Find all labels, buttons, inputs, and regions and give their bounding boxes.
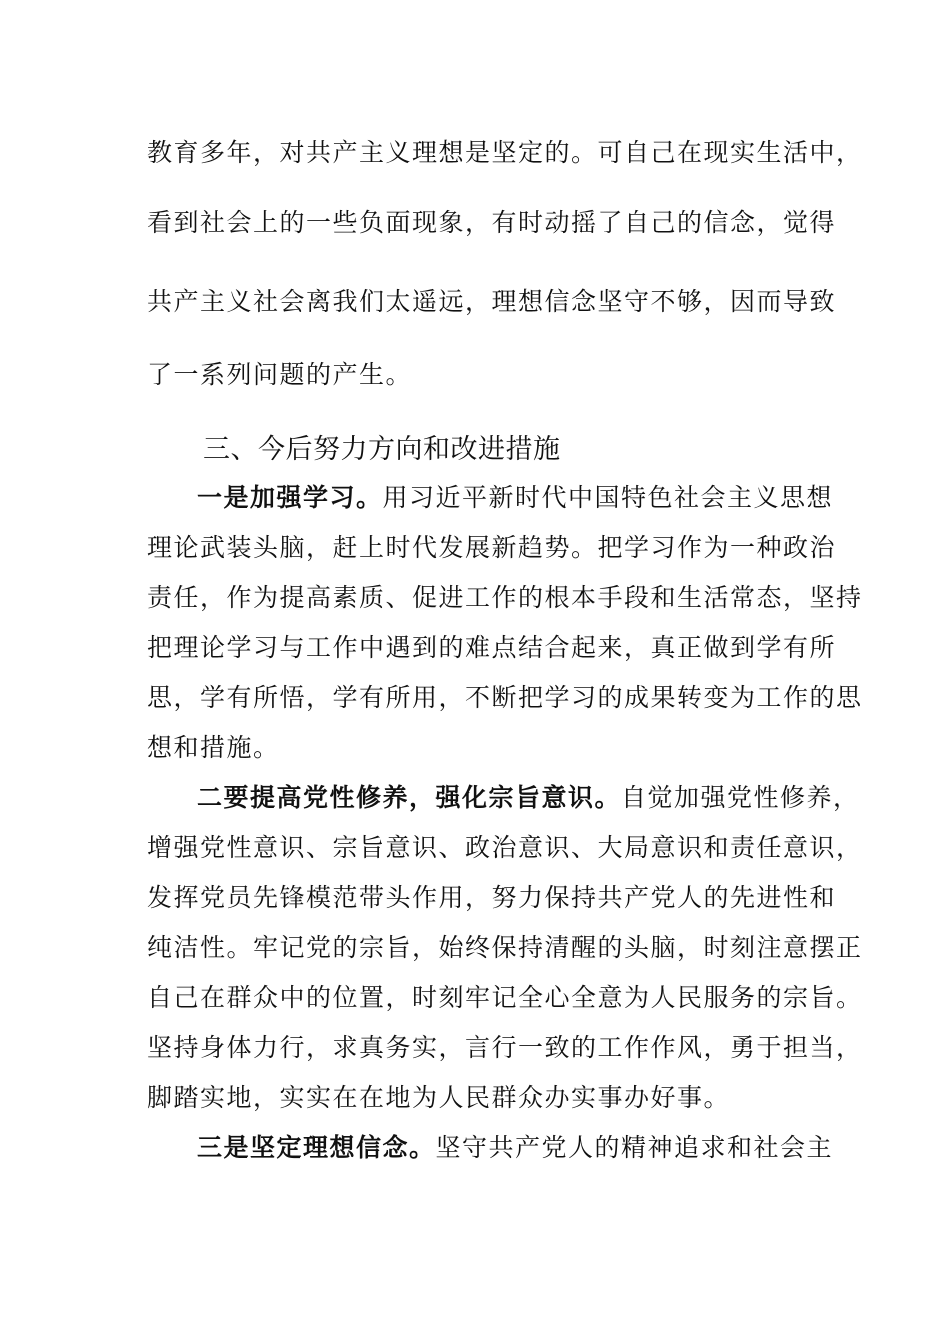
paragraph-line: 共产主义社会离我们太遥远，理想信念坚守不够，因而导致 xyxy=(147,287,837,316)
paragraph-line: 自己在群众中的位置，时刻牢记全心全意为人民服务的宗旨。 xyxy=(147,983,863,1012)
paragraph-line: 思，学有所悟，学有所用，不断把学习的成果转变为工作的思 xyxy=(147,683,863,712)
item2-first-line-text: 自觉加强党性修养， xyxy=(621,783,860,812)
item2-first-line xyxy=(197,781,877,815)
item1-first-line-text: 用习近平新时代中国特色社会主义思想 xyxy=(382,483,834,512)
item3-lead: 三是坚定理想信念。 xyxy=(197,1133,436,1162)
item2-lead: 二要提高党性修养，强化宗旨意识。 xyxy=(197,783,622,812)
paragraph-line: 坚持身体力行，求真务实，言行一致的工作作风，勇于担当， xyxy=(147,1033,863,1062)
paragraph-line: 脚踏实地，实实在在地为人民群众办实事办好事。 xyxy=(147,1083,731,1112)
item3-first-line-text: 坚守共产党人的精神追求和社会主 xyxy=(435,1133,834,1162)
section-heading: 三、今后努力方向和改进措施 xyxy=(203,434,561,465)
paragraph-line: 把理论学习与工作中遇到的难点结合起来，真正做到学有所 xyxy=(147,633,837,662)
paragraph-line: 增强党性意识、宗旨意识、政治意识、大局意识和责任意识， xyxy=(147,833,863,862)
paragraph-line: 看到社会上的一些负面现象，有时动摇了自己的信念，觉得 xyxy=(147,208,837,237)
paragraph-line: 发挥党员先锋模范带头作用，努力保持共产党人的先进性和 xyxy=(147,883,837,912)
item3-first-line xyxy=(197,1131,877,1165)
paragraph-line: 责任，作为提高素质、促进工作的根本手段和生活常态，坚持 xyxy=(147,583,863,612)
paragraph-line: 理论武装头脑，赶上时代发展新趋势。把学习作为一种政治 xyxy=(147,533,837,562)
paragraph-line: 想和措施。 xyxy=(147,733,280,762)
item1-first-line xyxy=(197,481,877,515)
paragraph-line: 教育多年，对共产主义理想是坚定的。可自己在现实生活中， xyxy=(147,138,863,167)
paragraph-line: 了一系列问题的产生。 xyxy=(147,360,413,389)
item1-lead: 一是加强学习。 xyxy=(197,483,383,512)
paragraph-line: 纯洁性。牢记党的宗旨，始终保持清醒的头脑，时刻注意摆正 xyxy=(147,933,863,962)
